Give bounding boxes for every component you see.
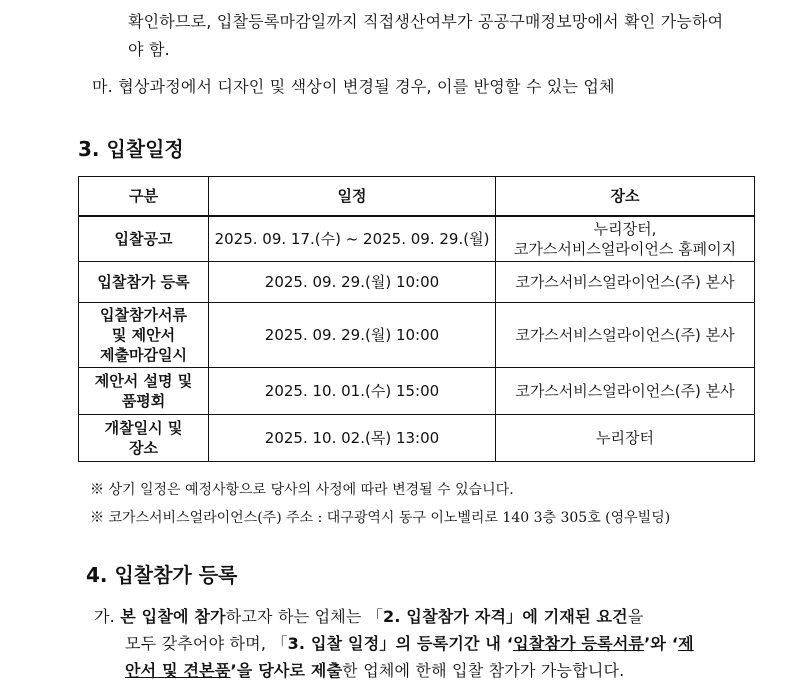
cell-schedule: 2025. 10. 02.(목) 13:00 xyxy=(209,415,496,462)
section-4-title: 4. 입찰참가 등록 xyxy=(86,563,238,587)
header-place: 장소 xyxy=(496,177,755,217)
item-ga-line-2: 모두 갖추어야 하며, 「3. 입찰 일정」의 등록기간 내 ‘입찰참가 등록서류’와 ‘제 xyxy=(125,634,694,653)
cell-category: 입찰참가 등록 xyxy=(79,262,209,303)
item-ma: 마. 협상과정에서 디자인 및 색상이 변경될 경우, 이를 반영할 수 있는 업체 xyxy=(92,77,615,96)
intro-line-1: 확인하므로, 입찰등록마감일까지 직접생산여부가 공공구매정보망에서 확인 가능하여 xyxy=(128,12,724,31)
header-schedule: 일정 xyxy=(209,177,496,217)
section-3-title: 3. 입찰일정 xyxy=(78,137,184,161)
intro-line-2: 야 함. xyxy=(128,40,170,59)
header-category: 구분 xyxy=(79,177,209,217)
schedule-note-1: ※ 상기 일정은 예정사항으로 당사의 사정에 따라 변경될 수 있습니다. xyxy=(90,482,514,498)
table-row xyxy=(79,368,755,415)
cell-category: 개찰일시 및 장소 xyxy=(79,415,209,462)
cell-category: 입찰참가서류 및 제안서 제출마감일시 xyxy=(79,303,209,368)
table-header-row xyxy=(79,177,755,217)
table-row xyxy=(79,216,755,262)
schedule-note-2: ※ 코가스서비스얼라이언스(주) 주소 : 대구광역시 동구 이노벨리로 140 3층 305호 (영우빌딩) xyxy=(90,510,671,526)
item-ga-line-3: 안서 및 견본품’을 당사로 제출한 업체에 한해 입찰 참가가 가능합니다. xyxy=(125,661,625,680)
cell-place: 코가스서비스얼라이언스(주) 본사 xyxy=(496,262,755,303)
cell-category: 입찰공고 xyxy=(79,216,209,262)
cell-category: 제안서 설명 및 품평회 xyxy=(79,368,209,415)
table-row xyxy=(79,262,755,303)
cell-schedule: 2025. 09. 29.(월) 10:00 xyxy=(209,262,496,303)
cell-place: 코가스서비스얼라이언스(주) 본사 xyxy=(496,303,755,368)
cell-schedule: 2025. 09. 29.(월) 10:00 xyxy=(209,303,496,368)
table-row xyxy=(79,303,755,368)
cell-schedule: 2025. 09. 17.(수) ~ 2025. 09. 29.(월) xyxy=(209,216,496,262)
item-ga-line-1: 가. 본 입찰에 참가하고자 하는 업체는 「2. 입찰참가 자격」에 기재된 요건을 xyxy=(94,607,644,626)
cell-place: 누리장터, 코가스서비스얼라이언스 홈페이지 xyxy=(496,216,755,262)
cell-place: 코가스서비스얼라이언스(주) 본사 xyxy=(496,368,755,415)
table-row xyxy=(79,415,755,462)
schedule-table xyxy=(78,176,755,462)
cell-place: 누리장터 xyxy=(496,415,755,462)
cell-schedule: 2025. 10. 01.(수) 15:00 xyxy=(209,368,496,415)
